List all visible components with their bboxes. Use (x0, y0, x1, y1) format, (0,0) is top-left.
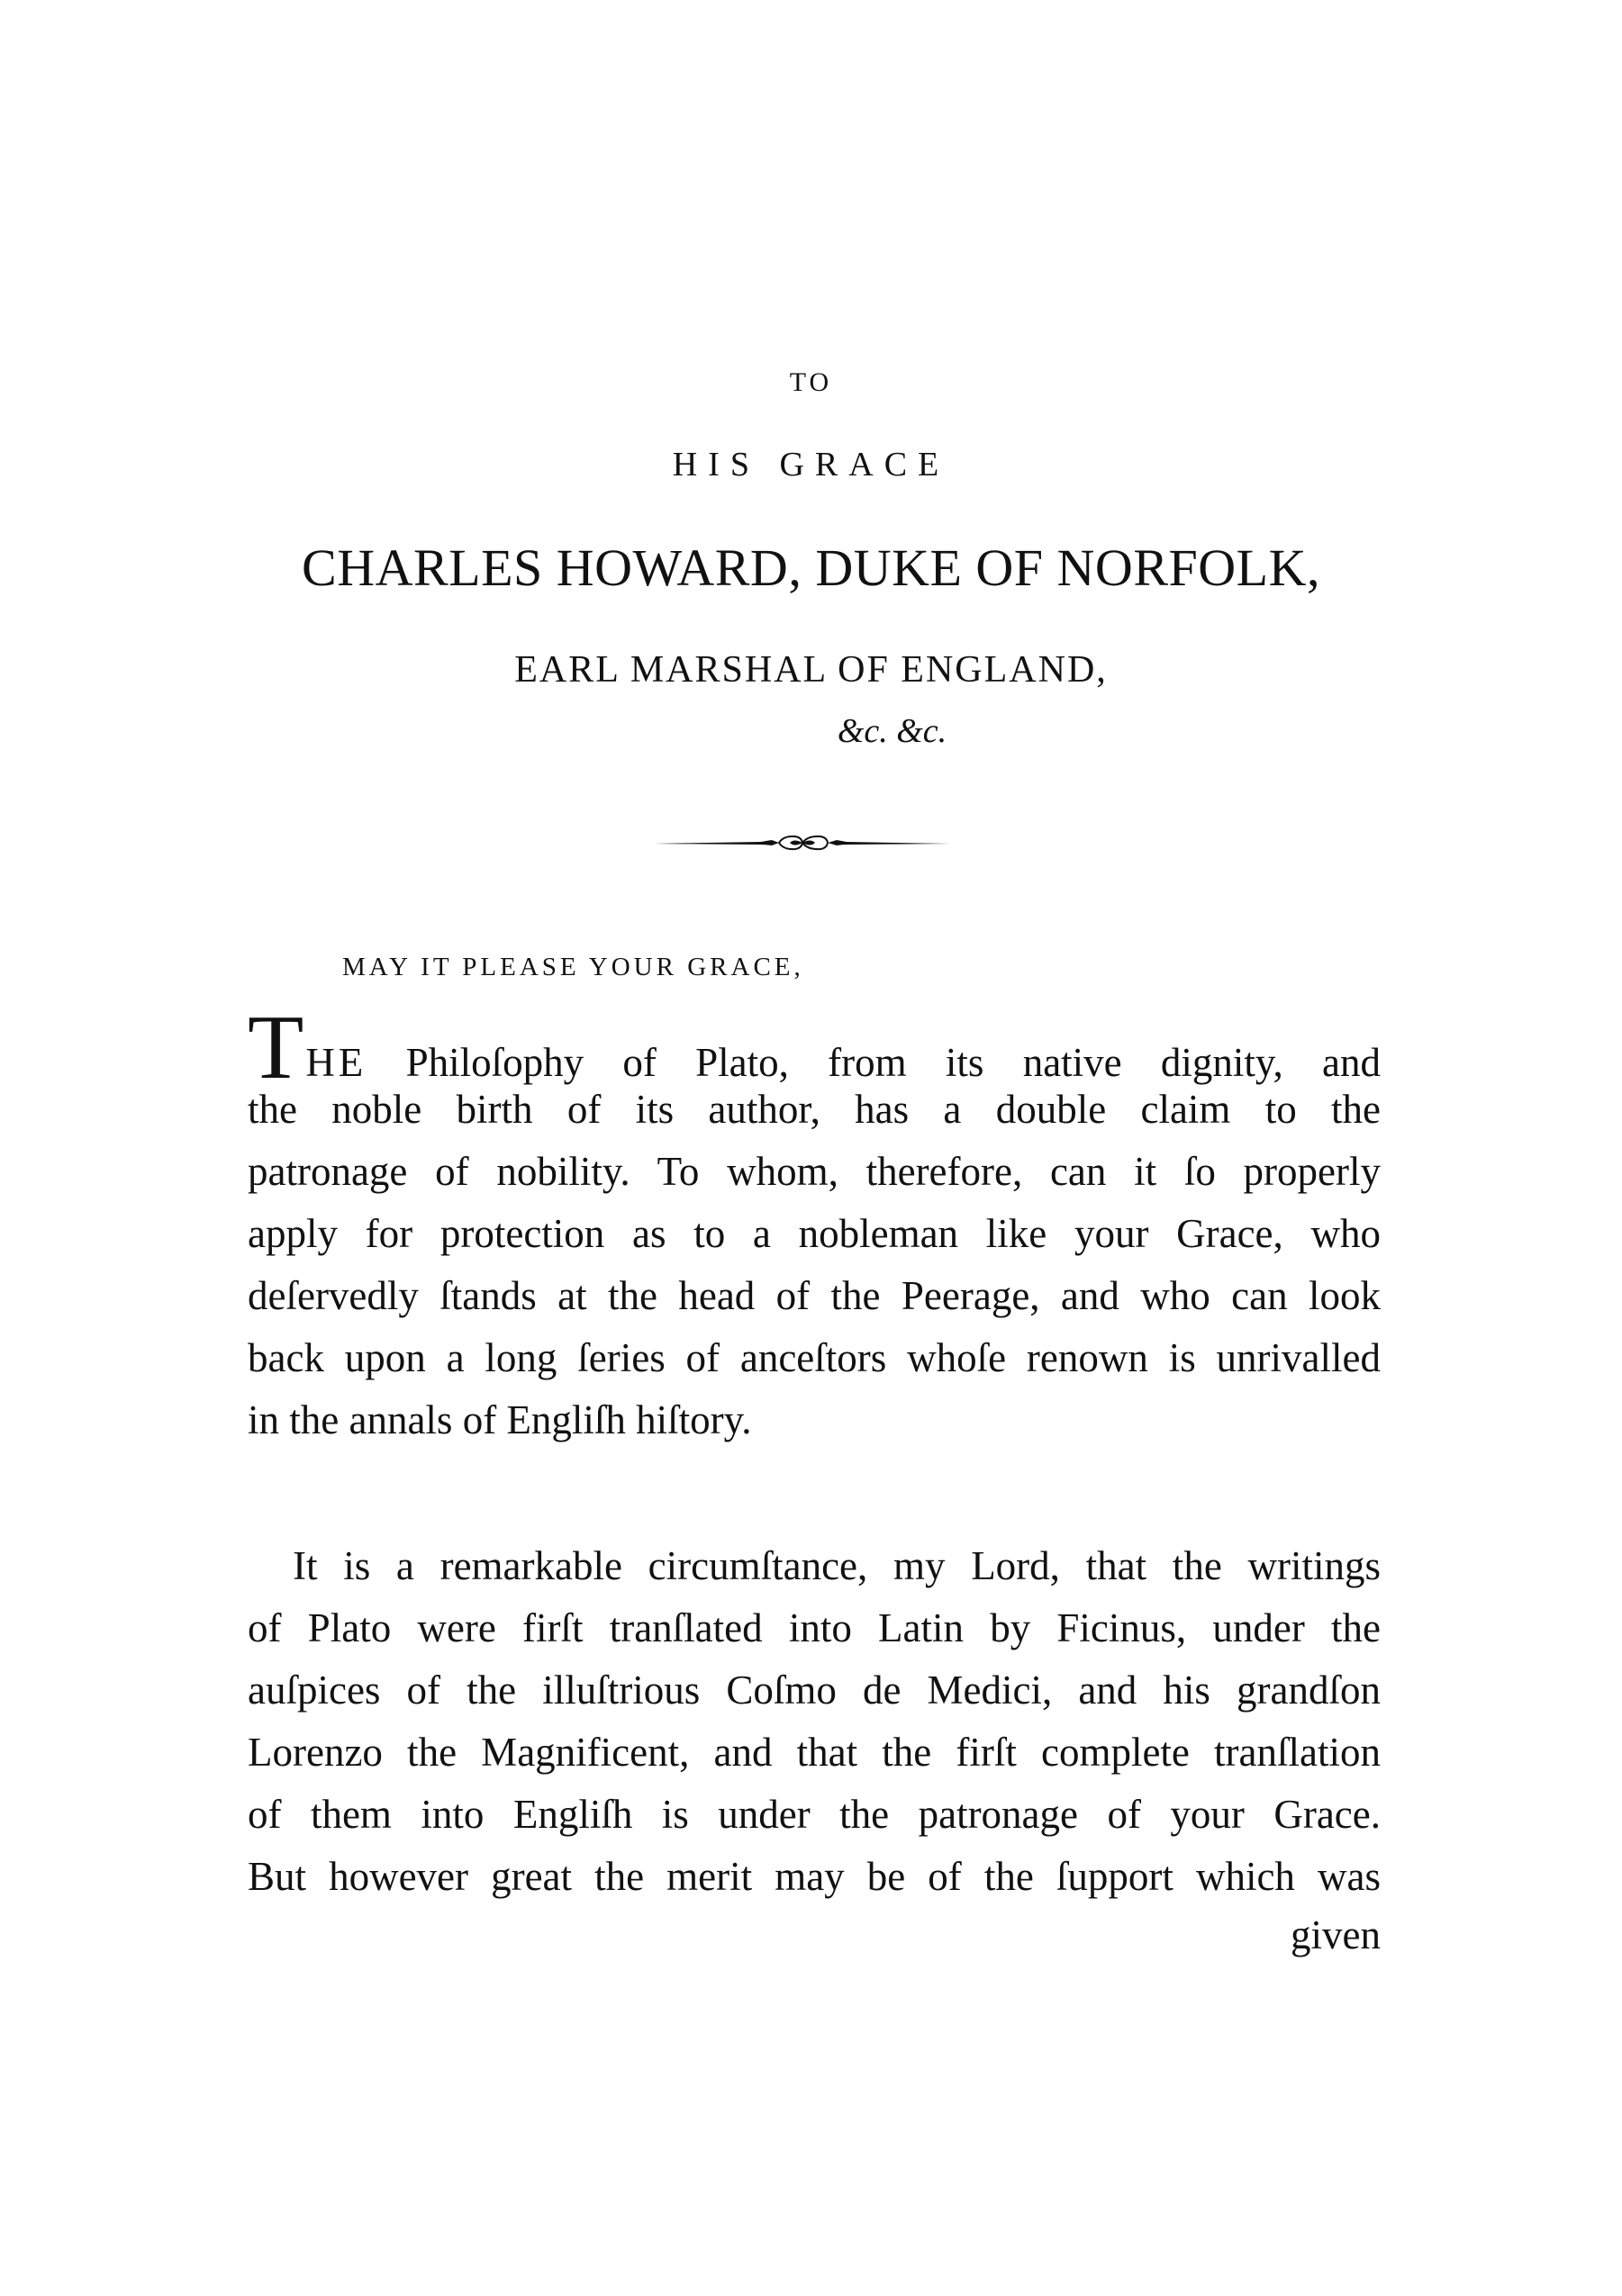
paragraph-line: Lorenzo the Magnificent, and that the firſt complete tranſlation (248, 1730, 1381, 1775)
etcetera-line: &c. &c. (837, 712, 947, 750)
paragraph-line: But however great the merit may be of the ſupport which was (248, 1854, 1381, 1899)
small-caps-word: HE (305, 1040, 367, 1085)
divider-ornament-icon (653, 827, 950, 858)
paragraph-line: of Plato were firſt tranſlated into Latin by Ficinus, under the (248, 1605, 1381, 1650)
paragraph-line: back upon a long ſeries of anceſtors whoſe renown is unrivalled (248, 1335, 1381, 1380)
dedicatee-office: EARL MARSHAL OF ENGLAND, (514, 649, 1108, 691)
paragraph-2 (248, 1535, 1381, 1908)
dedication-title: HIS GRACE (672, 446, 950, 484)
paragraph-line: It is a remarkable circumſtance, my Lord, that the writings (293, 1543, 1381, 1588)
paragraph-1 (248, 997, 1382, 1451)
drop-cap: T (248, 997, 304, 1098)
paragraph-line: apply for protection as to a nobleman like your Grace, who (248, 1211, 1381, 1256)
dedication-to: TO (789, 367, 833, 397)
paragraph-line (248, 997, 1382, 1098)
catchword: given (1291, 1912, 1381, 1957)
paragraph-line: deſervedly ſtands at the head of the Peerage, and who can look (248, 1273, 1381, 1318)
paragraph-line: the noble birth of its author, has a double claim to the (248, 1087, 1381, 1132)
dedicatee-name: CHARLES HOWARD, DUKE OF NORFOLK, (302, 538, 1320, 597)
paragraph-line: auſpices of the illuſtrious Coſmo de Medici, and his grandſon (248, 1668, 1381, 1713)
paragraph-line: in the annals of Engliſh hiſtory. (248, 1397, 752, 1442)
salutation: MAY IT PLEASE YOUR GRACE, (342, 953, 804, 981)
paragraph-line: patronage of nobility. To whom, therefore, can it ſo properly (248, 1149, 1381, 1194)
line-text: Philoſophy of Plato, from its native dignity, and (405, 1040, 1382, 1085)
paragraph-line: of them into Engliſh is under the patronage of your Grace. (248, 1792, 1381, 1837)
